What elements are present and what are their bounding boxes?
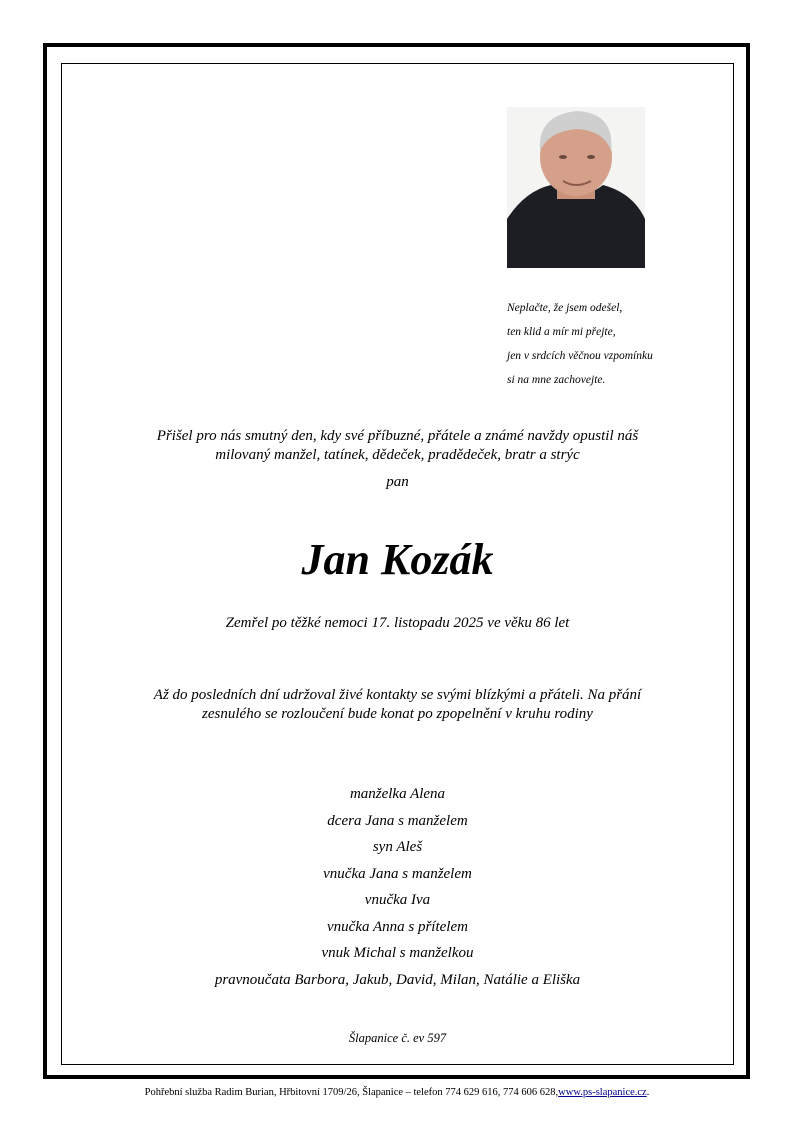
mourner-item: vnučka Iva xyxy=(364,892,431,908)
footer-website-link[interactable]: www.ps-slapanice.cz xyxy=(558,1087,647,1098)
mourners-list xyxy=(61,781,734,993)
funeral-note-line: zesnulého se rozloučení bude konat po zpopelnění v kruhu rodiny xyxy=(202,706,593,722)
announcement-text xyxy=(61,427,734,465)
announcement-title: pan xyxy=(386,474,409,490)
poem xyxy=(507,296,727,392)
mourner-item: pravnoučata Barbora, Jakub, David, Milan, Natálie a Eliška xyxy=(214,971,581,988)
announcement-line: milovaný manžel, tatínek, dědeček, pradědeček, bratr a strýc xyxy=(215,447,580,463)
announcement-line: Přišel pro nás smutný den, kdy své příbuzné, přátele a známé navždy opustil náš xyxy=(156,428,639,444)
deceased-name: Jan Kozák xyxy=(301,535,494,584)
mourner-item: syn Aleš xyxy=(372,839,423,855)
death-text: Zemřel po těžké nemoci 17. listopadu 2025 ve věku 86 let xyxy=(225,615,570,631)
mourner-item: vnučka Jana s manželem xyxy=(323,865,472,882)
mourner-item: dcera Jana s manželem xyxy=(327,812,468,829)
poem-line: jen v srdcích věčnou vzpomínku xyxy=(507,350,653,362)
mourner-item: vnučka Anna s přítelem xyxy=(327,918,468,935)
poem-line: Neplačte, že jsem odešel, xyxy=(507,302,623,314)
footer-end: . xyxy=(646,1087,650,1098)
poem-line: ten klid a mír mi přejte, xyxy=(507,326,616,338)
funeral-note-line: Až do posledních dní udržoval živé kontakty se svými blízkými a přáteli. Na přání xyxy=(153,687,642,703)
footer-text: Pohřební služba Radim Burian, Hřbitovní 1709/26, Šlapanice – telefon 774 629 616, 774 606 628, xyxy=(144,1087,559,1098)
mourner-item: manželka Alena xyxy=(349,786,446,802)
address-place: Šlapanice č. ev 597 xyxy=(348,1031,447,1045)
portrait-photo xyxy=(507,107,645,268)
mourner-item: vnuk Michal s manželkou xyxy=(321,945,474,961)
funeral-note xyxy=(61,686,734,724)
footer xyxy=(0,1087,794,1098)
poem-line: si na mne zachovejte. xyxy=(507,374,606,386)
